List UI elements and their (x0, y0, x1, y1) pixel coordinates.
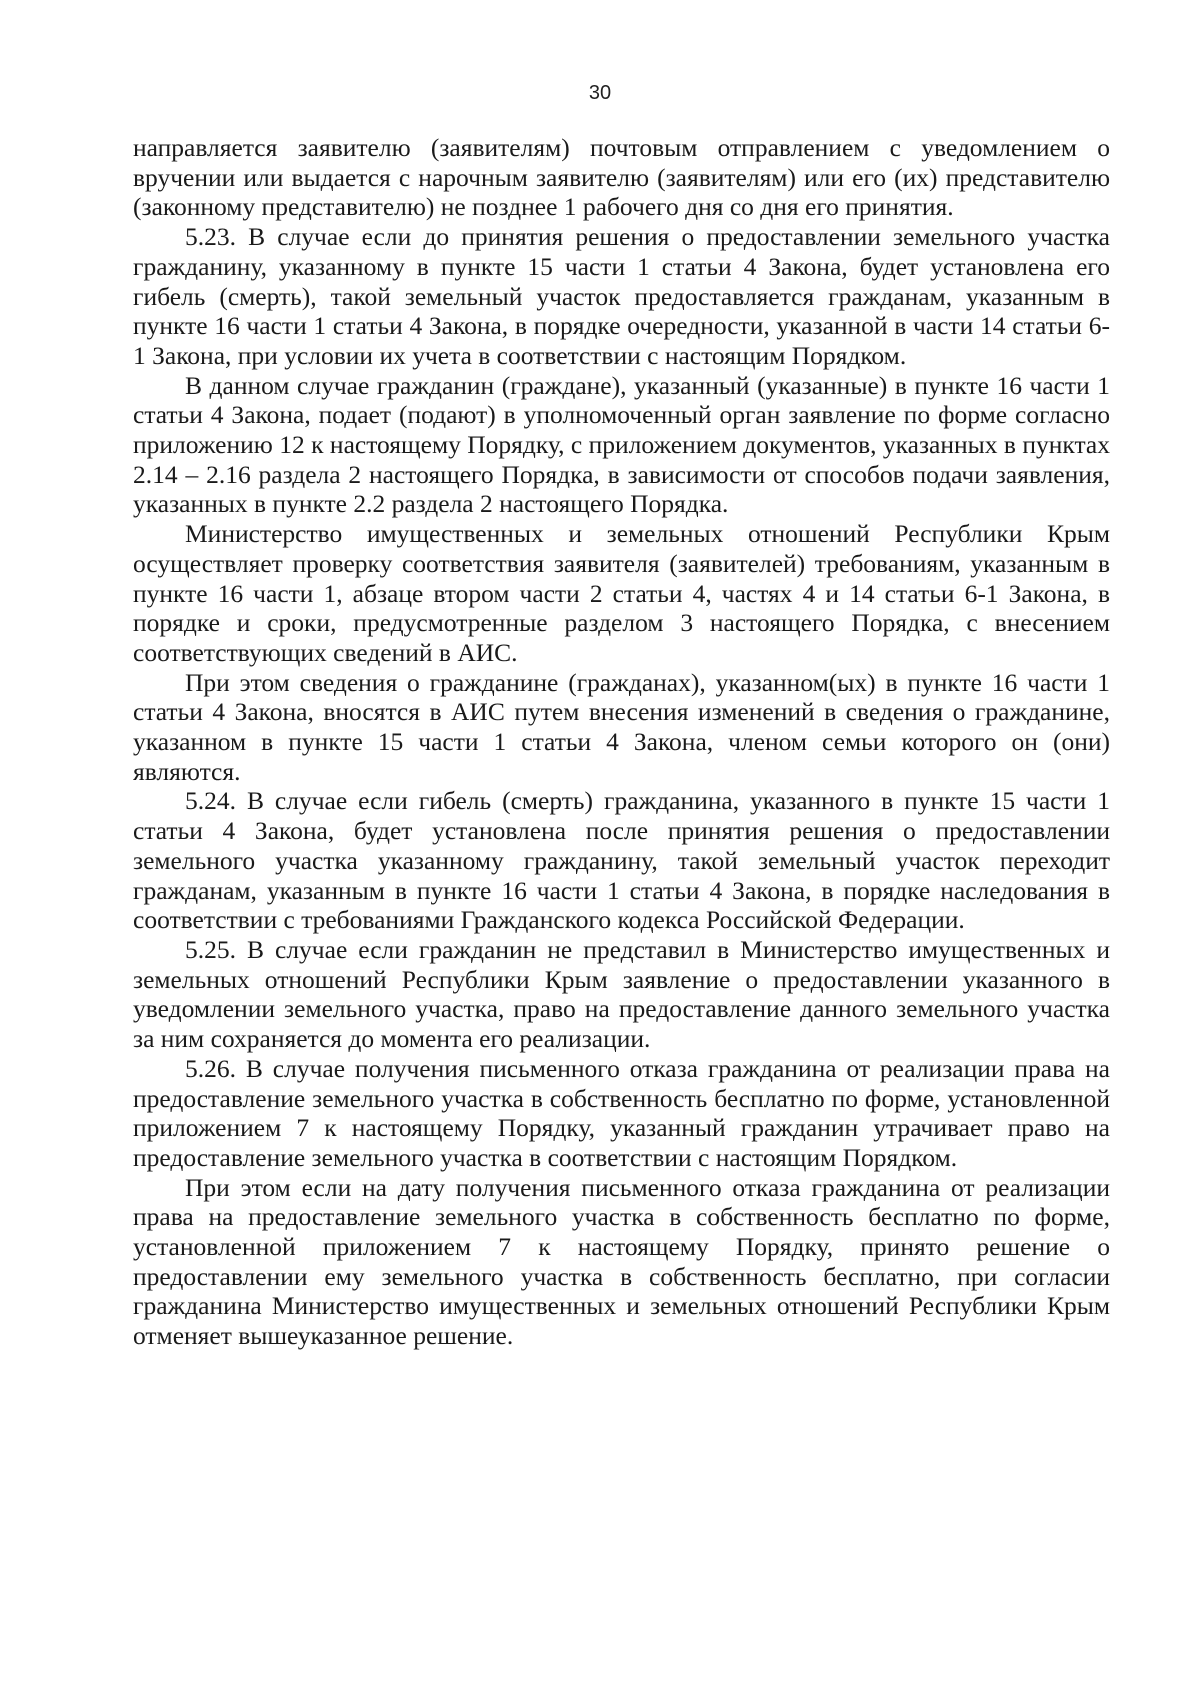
paragraph-5-23-ministry-check: Министерство имущественных и земельных отношений Республики Крым осуществляет проверку соответствия заявителя (заявителей) требованиям, указанным в пункте 16 части 1, абзаце втором части 2 статьи 4, частях 4 и 14 статьи 6-1 Закона, в порядке и сроки, предусмотренные разделом 3 настоящего Порядка, с внесением соответствующих сведений в АИС. (133, 519, 1110, 667)
document-body (133, 133, 1110, 1351)
page-number: 30 (588, 82, 612, 104)
paragraph-5-23: 5.23. В случае если до принятия решения о предоставлении земельного участка гражданину, указанному в пункте 15 части 1 статьи 4 Закона, будет установлена его гибель (смерть), такой земельный участок предоставляется гражданам, указанным в пункте 16 части 1 статьи 4 Закона, в порядке очередности, указанной в части 14 статьи 6-1 Закона, при условии их учета в соответствии с настоящим Порядком. (133, 222, 1110, 370)
paragraph-5-24: 5.24. В случае если гибель (смерть) гражданина, указанного в пункте 15 части 1 статьи 4 Закона, будет установлена после принятия решения о предоставлении земельного участка указанному гражданину, такой земельный участок переходит гражданам, указанным в пункте 16 части 1 статьи 4 Закона, в порядке наследования в соответствии с требованиями Гражданского кодекса Российской Федерации. (133, 786, 1110, 935)
paragraph-5-25: 5.25. В случае если гражданин не представил в Министерство имущественных и земельных отношений Республики Крым заявление о предоставлении указанного в уведомлении земельного участка, право на предоставление данного земельного участка за ним сохраняется до момента его реализации. (133, 934, 1110, 1054)
paragraph-5-23-ais-records: При этом сведения о гражданине (гражданах), указанном(ых) в пункте 16 части 1 статьи 4 Закона, вносятся в АИС путем внесения изменений в сведения о гражданине, указанном в пункте 15 части 1 статьи 4 Закона, членом семьи которого он (они) являются. (133, 667, 1110, 786)
paragraph-5-26: 5.26. В случае получения письменного отказа гражданина от реализации права на предоставление земельного участка в собственность бесплатно по форме, установленной приложением 7 к настоящему Порядку, указанный гражданин утрачивает право на предоставление земельного участка в соответствии с настоящим Порядком. (133, 1053, 1110, 1172)
paragraph-5-26-cancellation: При этом если на дату получения письменного отказа гражданина от реализации права на предоставление земельного участка в собственность бесплатно по форме, установленной приложением 7 к настоящему Порядку, принято решение о предоставлении ему земельного участка в собственность бесплатно, при согласии гражданина Министерство имущественных и земельных отношений Республики Крым отменяет вышеуказанное решение. (133, 1172, 1110, 1351)
paragraph-continuation: направляется заявителю (заявителям) почтовым отправлением с уведомлением о вручении или выдается с нарочным заявителю (заявителям) или его (их) представителю (законному представителю) не позднее 1 рабочего дня со дня его принятия. (133, 133, 1110, 222)
paragraph-5-23-applicants: В данном случае гражданин (граждане), указанный (указанные) в пункте 16 части 1 статьи 4 Закона, подает (подают) в уполномоченный орган заявление по форме согласно приложению 12 к настоящему Порядку, с приложением документов, указанных в пунктах 2.14 – 2.16 раздела 2 настоящего Порядка, в зависимости от способов подачи заявления, указанных в пункте 2.2 раздела 2 настоящего Порядка. (133, 370, 1110, 519)
